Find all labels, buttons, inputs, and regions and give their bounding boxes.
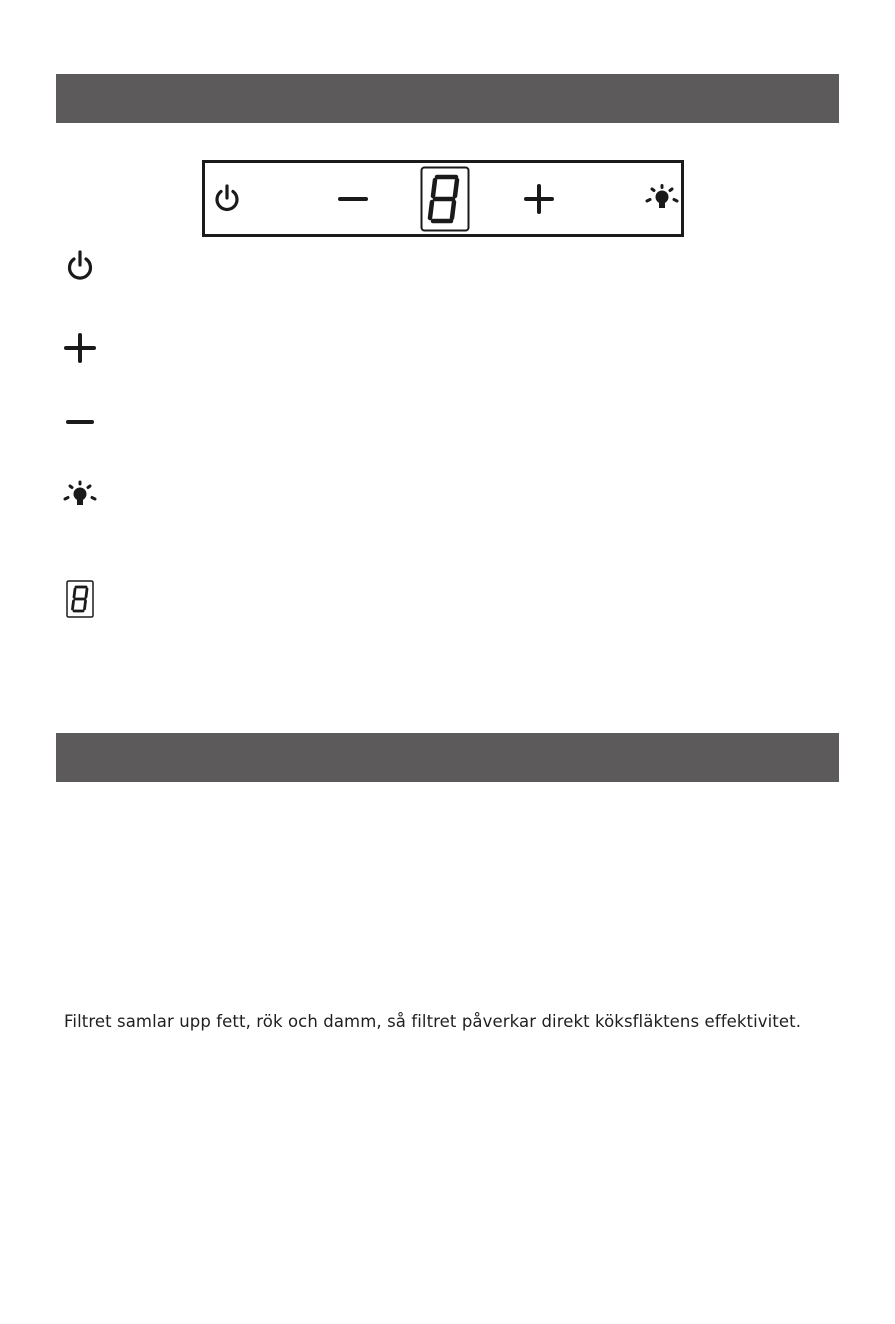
power-icon (211, 183, 243, 215)
legend-light-bulb-icon (62, 480, 98, 512)
legend-plus-icon (62, 330, 98, 366)
panel-light-button[interactable] (643, 163, 681, 234)
light-bulb-icon (644, 184, 680, 214)
panel-minus-button[interactable] (335, 163, 371, 234)
minus-icon (66, 417, 94, 427)
section-header-bar (56, 733, 839, 782)
seven-segment-display-icon (66, 580, 94, 618)
plus-icon (63, 332, 97, 364)
panel-power-button[interactable] (207, 163, 247, 234)
body-paragraph: Filtret samlar upp fett, rök och damm, så filtret påverkar direkt köksfläktens effektivitet. (64, 1012, 802, 1031)
legend-minus-icon (62, 410, 98, 434)
light-bulb-icon (62, 480, 98, 512)
section-header-bar (56, 74, 839, 123)
legend-seven-segment-display-icon (62, 580, 98, 618)
plus-icon (523, 183, 555, 215)
power-icon (64, 249, 96, 283)
panel-speed-display (420, 163, 470, 234)
legend-power-icon (62, 248, 98, 284)
control-panel-diagram (202, 160, 684, 237)
panel-plus-button[interactable] (521, 163, 557, 234)
seven-segment-display-icon (420, 166, 470, 232)
minus-icon (338, 194, 368, 204)
